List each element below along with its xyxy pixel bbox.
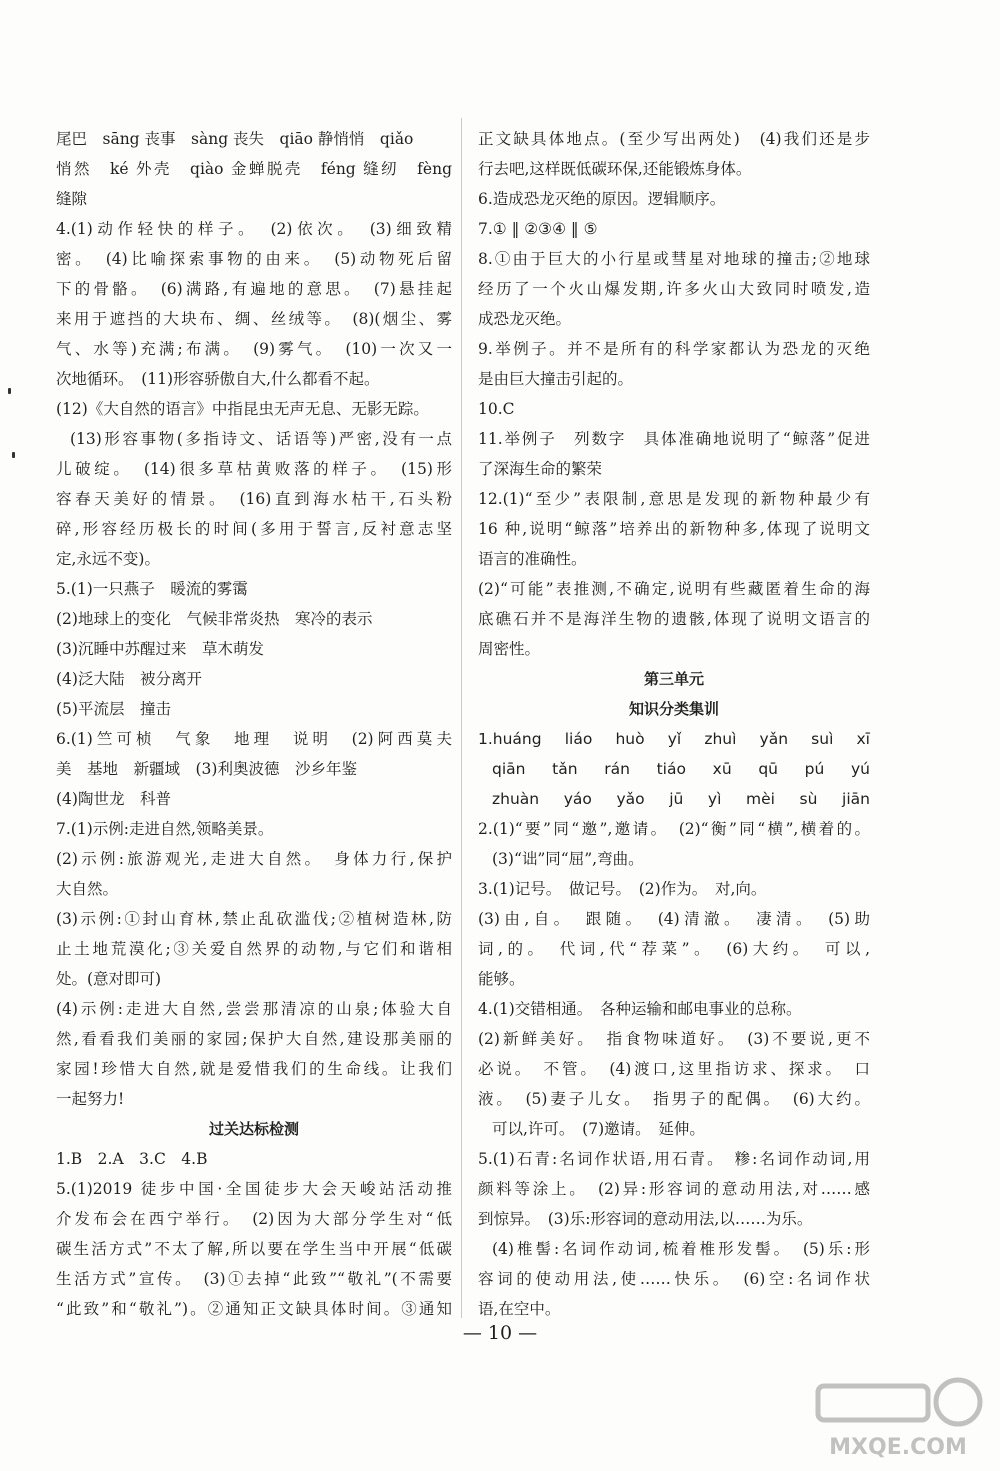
right-text-line: 必说。 不管。 (4)渡口,这里指访求、探求。 口 (478, 1060, 870, 1078)
right-text-line: (3)“诎”同“屈”,弯曲。 (492, 850, 644, 868)
scan-speck (12, 452, 15, 458)
right-text-line: 是由巨大撞击引起的。 (478, 370, 634, 388)
right-text-line: 6.造成恐龙灭绝的原因。逻辑顺序。 (478, 190, 726, 208)
left-text-line: (4)陶世龙 科普 (56, 790, 171, 808)
left-text-line: 5.(1)2019 徒步中国·全国徒步大会天峻站活动推 (56, 1180, 452, 1198)
left-text-line: 过关达标检测 (208, 1120, 299, 1138)
right-text-line: (3)由,自。 跟随。 (4)清澈。 凄清。 (5)助 (478, 910, 870, 928)
scan-speck (8, 388, 11, 394)
right-text-line: (2)“可能”表推测,不确定,说明有些藏匿着生命的海 (478, 580, 870, 598)
left-text-line: 一起努力! (56, 1090, 125, 1108)
right-text-line: 到惊异。 (3)乐:形容词的意动用法,以……为乐。 (478, 1210, 813, 1228)
left-column (56, 124, 452, 1324)
left-text-line: (12)《大自然的语言》中指昆虫无声无息、无影无踪。 (56, 400, 429, 418)
right-text-line: 2.(1)“要”同“邀”,邀请。 (2)“衡”同“横”,横着的。 (478, 820, 870, 838)
left-text-line: (3)示例:①封山育林,禁止乱砍滥伐;②植树造林,防 (56, 910, 452, 928)
left-text-line: 密。 (4)比喻探索事物的由来。 (5)动物死后留 (56, 250, 452, 268)
left-text-line: 1.B 2.A 3.C 4.B (56, 1150, 208, 1168)
right-text-line: 成恐龙灭绝。 (478, 310, 572, 328)
left-text-line: 家园!珍惜大自然,就是爱惜我们的生命线。让我们 (56, 1060, 452, 1078)
right-text-line: 9.举例子。并不是所有的科学家都认为恐龙的灭绝 (478, 340, 870, 358)
right-text-line: 可以,许可。 (7)邀请。 延伸。 (492, 1120, 705, 1138)
right-text-line: 语言的准确性。 (478, 550, 587, 568)
left-text-line: 碎,形容经历极长的时间(多用于誓言,反衬意志坚 (56, 520, 452, 538)
left-text-line: 下的骨骼。 (6)满路,有遍地的意思。 (7)悬挂起 (56, 280, 452, 298)
right-text-line: 正文缺具体地点。(至少写出两处) (4)我们还是步 (478, 130, 870, 148)
left-text-line: (13)形容事物(多指诗文、话语等)严密,没有一点 (70, 430, 452, 448)
left-text-line: (4)示例:走进大自然,尝尝那清凉的山泉;体验大自 (56, 1000, 452, 1018)
left-text-line: 气、水等)充满;布满。 (9)雾气。 (10)一次又一 (56, 340, 452, 358)
left-text-line: 来用于遮挡的大块布、绸、丝绒等。 (8)(烟尘、雾 (56, 310, 452, 328)
watermark-logo (808, 1372, 988, 1464)
right-text-line: 词,的。 代词,代“荐菜”。 (6)大约。 可以, (478, 940, 870, 958)
left-text-line: 次地循环。 (11)形容骄傲自大,什么都看不起。 (56, 370, 380, 388)
right-text-line: 颜料等涂上。 (2)异:形容词的意动用法,对……感 (478, 1180, 870, 1198)
right-text-line: 16 种,说明“鲸落”培养出的新物种多,体现了说明文 (478, 520, 870, 538)
left-text-line: (2)地球上的变化 气候非常炎热 寒冷的表示 (56, 610, 373, 628)
right-text-line: 语,在空中。 (478, 1300, 561, 1318)
right-text-line: 5.(1)石青:名词作状语,用石青。 糁:名词作动词,用 (478, 1150, 870, 1168)
left-text-line: 美 基地 新疆域 (3)利奥波德 沙乡年鉴 (56, 760, 357, 778)
right-text-line: 11.举例子 列数字 具体准确地说明了“鲸落”促进 (478, 430, 870, 448)
right-text-line: qiān tǎn rán tiáo xū qū pú yú (492, 760, 870, 778)
right-text-line: 1.huáng liáo huò yǐ zhuì yǎn suì xī (478, 730, 870, 748)
right-text-line: 周密性。 (478, 640, 541, 658)
left-text-line: 儿破绽。 (14)很多草枯黄败落的样子。 (15)形 (56, 460, 452, 478)
left-text-line: 生活方式”宣传。 (3)①去掉“此致”“敬礼”(不需要 (56, 1270, 452, 1288)
right-text-line: 8.①由于巨大的小行星或彗星对地球的撞击;②地球 (478, 250, 870, 268)
right-text-line: 液。 (5)妻子儿女。 指男子的配偶。 (6)大约。 (478, 1090, 870, 1108)
left-text-line: 6.(1)竺可桢 气象 地理 说明 (2)阿西莫夫 (56, 730, 452, 748)
left-text-line: 然,看看我们美丽的家园;保护大自然,建设那美丽的 (56, 1030, 452, 1048)
right-text-line: 3.(1)记号。 做记号。 (2)作为。 对,向。 (478, 880, 767, 898)
page-number: — 10 — (462, 1322, 538, 1344)
right-text-line: (2)新鲜美好。 指食物味道好。 (3)不要说,更不 (478, 1030, 870, 1048)
right-text-line: 经历了一个火山爆发期,许多火山大致同时喷发,造 (478, 280, 870, 298)
right-text-line: 4.(1)交错相通。 各种运输和邮电事业的总称。 (478, 1000, 802, 1018)
left-text-line: 4.(1)动作轻快的样子。 (2)依次。 (3)细致精 (56, 220, 452, 238)
left-text-line: (2)示例:旅游观光,走进大自然。 身体力行,保护 (56, 850, 452, 868)
right-text-line: 知识分类集训 (628, 700, 719, 718)
watermark-text: MXQE.COM (829, 1435, 967, 1460)
left-text-line: 处。(意对即可) (56, 970, 162, 988)
right-text-line: zhuàn yáo yǎo jū yì mèi sù jiān (492, 790, 870, 808)
left-text-line: 缝隙 (56, 190, 88, 208)
right-text-line: (4)椎髻:名词作动词,梳着椎形发髻。 (5)乐:形 (492, 1240, 870, 1258)
left-text-line: 定,永远不变)。 (56, 550, 160, 568)
left-text-line: “此致”和“敬礼”)。②通知正文缺具体时间。③通知 (56, 1300, 452, 1318)
column-divider (461, 118, 462, 1318)
left-text-line: 碳生活方式”不太了解,所以要在学生当中开展“低碳 (56, 1240, 452, 1258)
right-text-line: 12.(1)“至少”表限制,意思是发现的新物种最少有 (478, 490, 870, 508)
left-text-line: 悄然 ké 外壳 qiào 金蝉脱壳 féng 缝纫 fèng (56, 160, 452, 178)
left-text-line: (4)泛大陆 被分离开 (56, 670, 202, 688)
right-text-line: 行去吧,这样既低碳环保,还能锻炼身体。 (478, 160, 752, 178)
left-text-line: 7.(1)示例:走进自然,领略美景。 (56, 820, 274, 838)
right-text-line: 第三单元 (643, 670, 704, 688)
right-text-line: 容词的使动用法,使……快乐。 (6)空:名词作状 (478, 1270, 870, 1288)
right-column (478, 124, 870, 1324)
left-text-line: 介发布会在西宁举行。 (2)因为大部分学生对“低 (56, 1210, 452, 1228)
left-text-line: 5.(1)一只燕子 暖流的雾霭 (56, 580, 248, 598)
right-text-line: 10.C (478, 400, 515, 418)
left-text-line: 止土地荒漠化;③关爱自然界的动物,与它们和谐相 (56, 940, 452, 958)
left-text-line: (3)沉睡中苏醒过来 草木萌发 (56, 640, 264, 658)
left-text-line: 大自然。 (56, 880, 119, 898)
right-text-line: 底礁石并不是海洋生物的遗骸,体现了说明文语言的 (478, 610, 870, 628)
left-text-line: 尾巴 sāng 丧事 sàng 丧失 qiāo 静悄悄 qiǎo (56, 130, 414, 148)
right-text-line: 能够。 (478, 970, 525, 988)
left-text-line: (5)平流层 撞击 (56, 700, 171, 718)
right-text-line: 了深海生命的繁荣 (478, 460, 603, 478)
right-text-line: 7.① ‖ ②③④ ‖ ⑤ (478, 220, 598, 238)
left-text-line: 容春天美好的情景。 (16)直到海水枯干,石头粉 (56, 490, 452, 508)
